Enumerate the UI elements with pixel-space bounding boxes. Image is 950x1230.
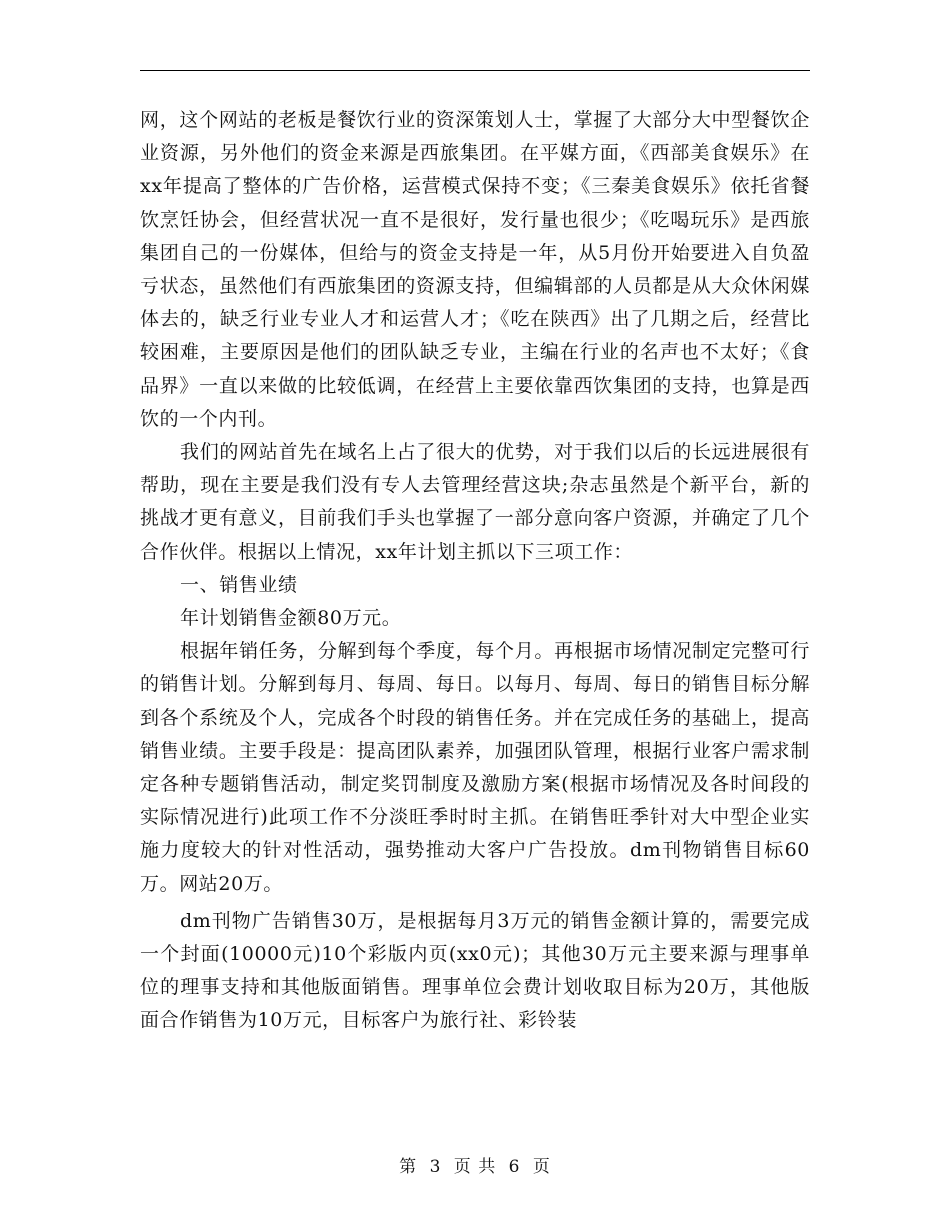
footer-middle: 页 共 bbox=[453, 1157, 497, 1177]
paragraph-sales-plan: 根据年销任务，分解到每个季度，每个月。再根据市场情况制定完整可行的销售计划。分解到每月、每周、每日。以每月、每周、每日的销售目标分解到各个系统及个人，完成各个时段的销售任务。并在完成任务的基础上，提高销售业绩。主要手段是：提高团队素养，加强团队管理，根据行业客户需求制定各种专题销售活动，制定奖罚制度及激励方案(根据市场情况及各时间段的实际情况进行)此项工作不分淡旺季时时主抓。在销售旺季针对大中型企业实施力度较大的针对性活动，强势推动大客户广告投放。dm刊物销售目标60万。网站20万。 bbox=[140, 640, 810, 895]
footer-current-page: 3 bbox=[429, 1157, 442, 1177]
section-heading-sales: 一、销售业绩 bbox=[180, 573, 298, 596]
footer-total-pages: 6 bbox=[508, 1157, 521, 1177]
paragraph-2: 我们的网站首先在域名上占了很大的优势，对于我们以后的长远进展很有帮助，现在主要是我们没有专人去管理经营这块;杂志虽然是个新平台，新的挑战才更有意义，目前我们手头也掌握了一部分意向客户资源，并确定了几个合作伙伴。根据以上情况，xx年计划主抓以下三项工作： bbox=[140, 441, 810, 563]
paragraph-annual-target: 年计划销售金额80万元。 bbox=[180, 607, 402, 630]
body-text bbox=[140, 104, 810, 1038]
paragraph-1: 网，这个网站的老板是餐饮行业的资深策划人士，掌握了大部分大中型餐饮企业资源，另外他们的资金来源是西旅集团。在平媒方面，《西部美食娱乐》在xx年提高了整体的广告价格，运营模式保持不变；《三秦美食娱乐》依托省餐饮烹饪协会，但经营状况一直不是很好，发行量也很少；《吃喝玩乐》是西旅集团自己的一份媒体，但给与的资金支持是一年，从5月份开始要进入自负盈亏状态，虽然他们有西旅集团的资源支持，但编辑部的人员都是从大众休闲媒体去的，缺乏行业专业人才和运营人才；《吃在陕西》出了几期之后，经营比较困难，主要原因是他们的团队缺乏专业，主编在行业的名声也不太好；《食品界》一直以来做的比较低调，在经营上主要依靠西饮集团的支持，也算是西饮的一个内刊。 bbox=[140, 109, 810, 430]
page-footer bbox=[0, 1152, 950, 1177]
footer-prefix: 第 bbox=[399, 1157, 418, 1177]
paragraph-dm-sales: dm刊物广告销售30万，是根据每月3万元的销售金额计算的，需要完成一个封面(10000元)10个彩版内页(xx0元)；其他30万元主要来源与理事单位的理事支持和其他版面销售。理事单位会费计划收取目标为20万，其他版面合作销售为10万元，目标客户为旅行社、彩铃装 bbox=[140, 909, 810, 1032]
footer-suffix: 页 bbox=[532, 1157, 551, 1177]
header-rule bbox=[140, 70, 810, 71]
